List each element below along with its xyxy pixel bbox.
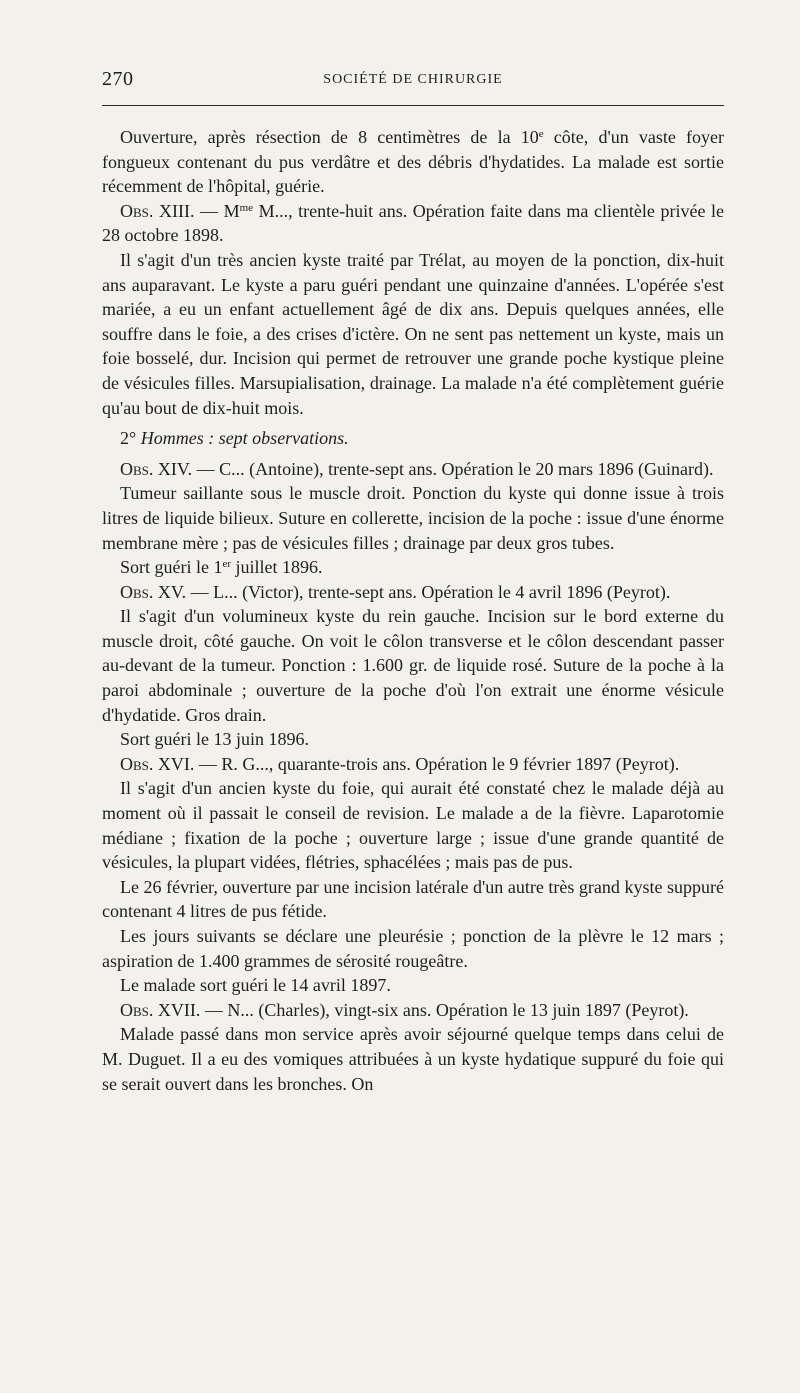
running-head: SOCIÉTÉ DE CHIRURGIE — [323, 72, 503, 87]
observation-17: Obs. XVII. — N... (Charles), vingt-six ans. Opération le 13 juin 1897 (Peyrot). — [120, 999, 689, 1020]
paragraph-15: Le malade sort guéri le 14 avril 1897. — [120, 975, 391, 996]
section-heading — [102, 426, 724, 451]
page-header — [102, 68, 724, 98]
observation-label: Obs. XIV. — [120, 458, 193, 479]
observation-14: Obs. XIV. — C... (Antoine), trente-sept ans. Opération le 20 mars 1896 (Guinard). — [120, 458, 714, 479]
page-number: 270 — [102, 68, 134, 90]
observation-label: Obs. XVII. — [120, 999, 201, 1020]
paragraph-9: Il s'agit d'un volumineux kyste du rein gauche. Incision sur le bord externe du muscle droit, côté gauche. On voit le côlon transverse et le côlon descendant passer au-devant de la tumeur. Ponction : 1.600 gr. de liquide rosé. Suture de la poche à la paroi abdominale ; ouverture de la poche d'où l'on extrait une énorme vésicule d'hydatide. Gros drain. — [102, 606, 724, 725]
paragraph-10: Sort guéri le 13 juin 1896. — [120, 729, 309, 750]
observation-label: Obs. XVI. — [120, 753, 195, 774]
paragraph-3: Il s'agit d'un très ancien kyste traité par Trélat, au moyen de la ponction, dix-huit ans auparavant. Le kyste a paru guéri pendant une quinzaine d'années. L'opérée s'est mariée, a eu un enfant actuellement âgé de dix ans. Depuis quelques années, elle souffre dans le foie, a des crises d'ictère. On ne sent pas nettement un kyste, mais un foie bosselé, dur. Incision qui permet de retrouver une grande poche kystique pleine de vésicules filles. Marsupialisation, drainage. La malade n'a été complètement guérie qu'au bout de dix-huit mois. — [102, 249, 724, 418]
body-text — [102, 125, 724, 1096]
observation-label: Obs. XIII. — [120, 200, 195, 221]
section-title: Hommes : sept observations. — [140, 428, 349, 449]
paragraph-1: Ouverture, après résection de 8 centimètres de la 10e côte, d'un vaste foyer fongueux contenant du pus verdâtre et des débris d'hydatides. La malade est sortie récemment de l'hôpital, guérie. — [102, 127, 725, 197]
observation-label: Obs. XV. — [120, 581, 187, 602]
paragraph-7: Sort guéri le 1er juillet 1896. — [120, 557, 323, 578]
paragraph-13: Le 26 février, ouverture par une incision latérale d'un autre très grand kyste suppuré contenant 4 litres de pus fétide. — [102, 876, 724, 922]
observation-13: Obs. XIII. — $M^{me}$ M..., trente-huit ans. Opération faite dans ma clientèle privée le 28 octobre 1898. — [102, 200, 724, 246]
observation-16: Obs. XVI. — R. G..., quarante-trois ans. Opération le 9 février 1897 (Peyrot). — [120, 753, 680, 774]
section-number: 2° — [120, 428, 137, 449]
observation-15: Obs. XV. — L... (Victor), trente-sept ans. Opération le 4 avril 1896 (Peyrot). — [120, 581, 671, 602]
paragraph-14: Les jours suivants se déclare une pleurésie ; ponction de la plèvre le 12 mars ; aspiration de 1.400 grammes de sérosité rougeâtre. — [102, 926, 724, 971]
paragraph-12: Il s'agit d'un ancien kyste du foie, qui aurait été constaté chez le malade déjà au moment où il passait le conseil de revision. Le malade a de la fièvre. Laparotomie médiane ; fixation de la poche ; ouverture large ; issue d'une grande quantité de vésicules, la plupart vidées, flétries, sphacélées ; mais pas de pus. — [102, 778, 724, 873]
header-rule — [102, 105, 724, 106]
paragraph-17: Malade passé dans mon service après avoir séjourné quelque temps dans celui de M. Duguet. Il a eu des vomiques attribuées à un kyste hydatique suppuré du foie qui se serait ouvert dans les bronches. On — [102, 1024, 724, 1094]
paragraph-6: Tumeur saillante sous le muscle droit. Ponction du kyste qui donne issue à trois litres de liquide bilieux. Suture en collerette, incision de la poche : issue d'une énorme membrane mère ; pas de vésicules filles ; drainage par deux gros tubes. — [102, 483, 724, 553]
